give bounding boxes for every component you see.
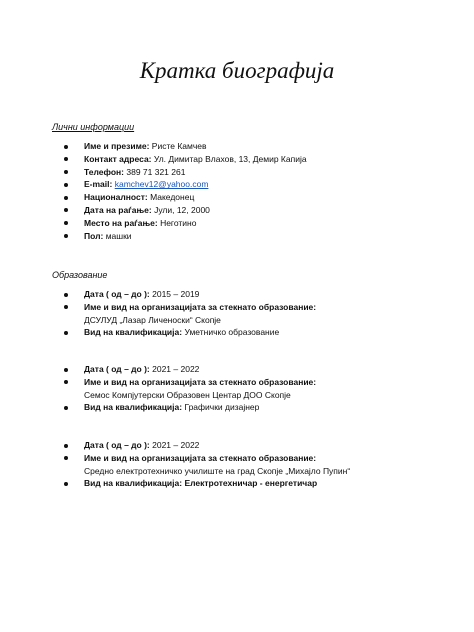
date-value: 2021 – 2022 — [149, 364, 200, 374]
bullet-icon — [64, 456, 68, 460]
name-label: Име и презиме: — [84, 141, 150, 151]
bullet-icon — [64, 221, 68, 225]
date-label: Дата ( од – до ): — [84, 289, 150, 299]
nationality-value: Македонец — [147, 192, 195, 203]
list-item-organization — [62, 301, 316, 327]
address-label: Контакт адреса: — [84, 153, 152, 164]
list-item-email — [62, 178, 307, 191]
education-entry-2 — [62, 363, 316, 414]
list-item-qualification — [62, 477, 350, 490]
phone-value: 389 71 321 261 — [124, 166, 186, 177]
birthdate-value: Јули, 12, 2000 — [151, 204, 210, 215]
qualification-value: Уметничко образование — [182, 327, 280, 338]
qualification-value: Графички дизајнер — [182, 402, 260, 413]
email-link[interactable]: kamchev12@yahoo.com — [114, 179, 209, 190]
education-entry-3 — [62, 439, 350, 490]
personal-info-list — [62, 140, 307, 242]
date-value: 2021 – 2022 — [149, 440, 200, 450]
gender-label: Пол: — [84, 230, 104, 241]
organization-label: Име и вид на организацијата за стекнато образование: — [84, 376, 317, 387]
gender-value: машки — [103, 230, 132, 241]
bullet-icon — [64, 234, 68, 238]
bullet-icon — [64, 183, 68, 187]
list-item-address — [62, 153, 307, 166]
bullet-icon — [64, 157, 68, 161]
nationality-label: Националност: — [84, 192, 148, 203]
bullet-icon — [64, 293, 68, 297]
birthdate-label: Дата на раѓање: — [84, 204, 152, 215]
qualification-label: Вид на квалификација: — [84, 478, 183, 489]
personal-info-heading: Лични информации — [52, 122, 135, 132]
bullet-icon — [64, 406, 68, 410]
list-item-birthdate — [62, 204, 307, 217]
list-item-nationality — [62, 191, 307, 204]
bullet-icon — [64, 196, 68, 200]
list-item-organization — [62, 376, 316, 402]
list-item-date — [62, 439, 350, 452]
education-entry-1 — [62, 288, 316, 339]
address-value: Ул. Димитар Влахов, 13, Демир Капија — [151, 153, 307, 164]
date-label: Дата ( од – до ): — [84, 440, 150, 450]
list-item-birthplace — [62, 217, 307, 230]
bullet-icon — [64, 208, 68, 212]
qualification-value: Електротехничар - енергетичар — [182, 478, 318, 489]
education-heading: Образование — [52, 270, 108, 280]
name-value: Ристе Камчев — [149, 141, 207, 151]
organization-label: Име и вид на организацијата за стекнато образование: — [84, 452, 317, 463]
list-item-qualification — [62, 326, 316, 339]
bullet-icon — [64, 444, 68, 448]
organization-value: ДСУЛУД „Лазар Личеноски“ Скопје — [84, 314, 221, 325]
birthplace-value: Неготино — [157, 217, 197, 228]
list-item-phone — [62, 166, 307, 179]
phone-label: Телефон: — [84, 166, 124, 177]
qualification-label: Вид на квалификација: — [84, 327, 183, 338]
bullet-icon — [64, 305, 68, 309]
bullet-icon — [64, 145, 68, 149]
organization-value: Средно електротехничко училиште на град Скопје „Михајло Пупин“ — [84, 465, 351, 476]
list-item-gender — [62, 230, 307, 243]
list-item-date — [62, 288, 316, 301]
organization-value: Семос Компјутерски Образовен Центар ДОО Скопје — [84, 389, 291, 400]
bullet-icon — [64, 368, 68, 372]
list-item-name — [62, 140, 307, 153]
bullet-icon — [64, 380, 68, 384]
qualification-label: Вид на квалификација: — [84, 402, 183, 413]
bullet-icon — [64, 170, 68, 174]
list-item-organization — [62, 452, 350, 478]
email-label: E-mail: — [84, 179, 113, 190]
list-item-qualification — [62, 401, 316, 414]
date-label: Дата ( од – до ): — [84, 364, 150, 374]
organization-label: Име и вид на организацијата за стекнато образование: — [84, 301, 317, 312]
list-item-date — [62, 363, 316, 376]
bullet-icon — [64, 331, 68, 335]
document-title: Кратка биографија — [139, 58, 335, 83]
bullet-icon — [64, 482, 68, 486]
birthplace-label: Место на раѓање: — [84, 217, 158, 228]
date-value: 2015 – 2019 — [149, 289, 200, 299]
